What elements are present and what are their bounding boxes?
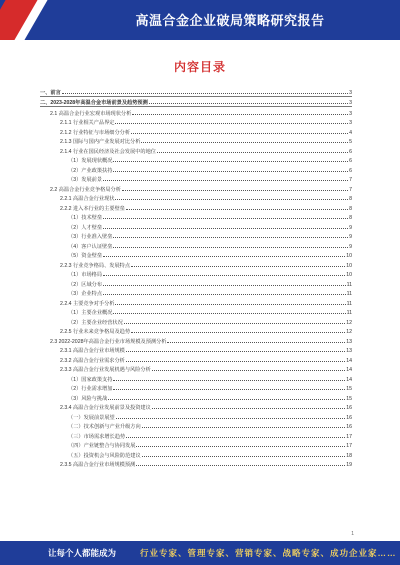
toc-entry-page: 6 <box>349 148 352 155</box>
toc-leader-dots <box>113 161 348 162</box>
toc-entry-page: 8 <box>349 196 352 202</box>
toc-leader-dots <box>113 237 348 238</box>
toc-entry-page: 17 <box>346 433 352 440</box>
toc-leader-dots <box>132 114 348 115</box>
toc-entry[interactable] <box>40 440 352 450</box>
toc-leader-dots <box>149 103 348 104</box>
toc-entry-page: 19 <box>346 462 352 468</box>
toc-entry-page: 8 <box>349 215 352 221</box>
toc-entry[interactable] <box>40 193 352 203</box>
toc-entry-page: 16 <box>346 405 352 411</box>
toc-leader-dots <box>131 332 345 333</box>
toc-entry-label: （3）风险与挑战 <box>68 395 108 402</box>
toc-entry-label: 2.3.2 高温合金行业需求分析 <box>60 357 125 364</box>
toc-entry-label: （2）行业需求增加 <box>68 386 113 392</box>
toc-entry[interactable] <box>40 86 352 97</box>
toc-leader-dots <box>103 228 348 229</box>
toc-entry[interactable] <box>40 430 352 440</box>
toc-entry[interactable] <box>40 354 352 364</box>
toc-entry-page: 9 <box>349 224 352 231</box>
toc-entry[interactable] <box>40 297 352 307</box>
toc-leader-dots <box>131 266 345 267</box>
toc-entry-page: 10 <box>346 272 352 278</box>
toc-entry[interactable] <box>40 202 352 212</box>
toc-entry[interactable] <box>40 155 352 165</box>
toc-entry[interactable] <box>40 402 352 412</box>
toc-entry-label: （2）产业政策扶持 <box>68 167 113 174</box>
toc-entry-label: 2.2.5 行业未来竞争格局及趋势 <box>60 329 131 335</box>
toc-entry[interactable] <box>40 107 352 117</box>
table-of-contents <box>40 86 352 468</box>
toc-leader-dots <box>115 199 348 200</box>
toc-entry-label: 2.3.3 高温合金行业发展机遇与风险分析 <box>60 367 151 373</box>
toc-entry-label: （三）市场需求增长趋势 <box>68 433 126 440</box>
toc-entry-page: 15 <box>346 395 352 402</box>
toc-entry[interactable] <box>40 136 352 146</box>
toc-entry[interactable] <box>40 326 352 336</box>
toc-entry[interactable] <box>40 259 352 269</box>
toc-entry-label: 2.1.3 国际与国内产业发展对比分析 <box>60 139 141 145</box>
toc-entry[interactable] <box>40 221 352 231</box>
toc-entry-label: 2.3.1 高温合金行业市场规模 <box>60 348 125 354</box>
toc-entry-page: 8 <box>349 205 352 212</box>
toc-entry-label: （1）国家政策支持 <box>68 376 113 383</box>
toc-entry-page: 3 <box>349 110 352 117</box>
toc-entry[interactable] <box>40 174 352 184</box>
toc-leader-dots <box>116 418 346 419</box>
toc-entry-label: （5）资金壁垒 <box>68 253 103 259</box>
toc-leader-dots <box>142 427 346 428</box>
toc-entry-page: 5 <box>349 139 352 145</box>
toc-entry-label: 2.2.2 进入本行业的主要壁垒 <box>60 205 125 212</box>
toc-entry[interactable] <box>40 364 352 374</box>
toc-entry-page: 16 <box>346 414 352 421</box>
toc-leader-dots <box>103 218 348 219</box>
toc-entry-label: （1）技术壁垒 <box>68 215 103 221</box>
toc-leader-dots <box>136 465 345 466</box>
toc-entry[interactable] <box>40 212 352 222</box>
toc-entry-page: 3 <box>349 89 352 96</box>
footer-tagline: 行业专家、管理专家、营销专家、战略专家、成功企业家…… <box>140 548 397 558</box>
toc-leader-dots <box>103 294 346 295</box>
toc-leader-dots <box>113 380 345 381</box>
toc-entry-label: 2.2.1 高温合金行业现状 <box>60 196 115 202</box>
toc-entry[interactable] <box>40 231 352 241</box>
toc-entry-label: 2.1.2 行业特征与市场细分分析 <box>60 129 131 136</box>
toc-entry[interactable] <box>40 449 352 459</box>
toc-leader-dots <box>103 256 345 257</box>
toc-leader-dots <box>103 180 348 181</box>
toc-entry-page: 14 <box>346 376 352 383</box>
toc-leader-dots <box>108 399 345 400</box>
toc-entry-label: （2）人才壁垒 <box>68 224 103 231</box>
toc-entry-label: 2.3.4 高温合金行业发展前景及投资建议 <box>60 405 151 411</box>
toc-leader-dots <box>113 171 348 172</box>
toc-entry-label: 2.1.4 行业在国民经济及社会发展中的地位 <box>60 148 156 155</box>
toc-entry[interactable] <box>40 421 352 431</box>
toc-entry-label: 2.1.1 行业相关产品界定 <box>60 120 115 126</box>
toc-entry-page: 3 <box>349 120 352 126</box>
toc-leader-dots <box>113 313 345 314</box>
toc-entry[interactable] <box>40 307 352 317</box>
toc-leader-dots <box>113 389 345 390</box>
toc-leader-dots <box>124 323 345 324</box>
toc-entry[interactable] <box>40 373 352 383</box>
toc-leader-dots <box>157 152 348 153</box>
toc-entry-label: 二、2023-2028年高温合金市场前景及趋势预测 <box>40 100 148 106</box>
toc-leader-dots <box>141 142 348 143</box>
toc-entry[interactable] <box>40 97 352 108</box>
toc-entry[interactable] <box>40 164 352 174</box>
toc-entry-label: （1）市场格局 <box>68 272 103 278</box>
toc-entry-label: 2.2.4 主要竞争对手分析 <box>60 300 115 307</box>
toc-entry-label: （四）产业链整合与协同发展 <box>68 443 136 449</box>
report-title: 高温合金企业破局策略研究报告 <box>135 13 325 28</box>
toc-entry-page: 3 <box>349 100 352 106</box>
toc-entry-page: 11 <box>346 291 352 297</box>
toc-entry-label: （3）企业特点 <box>68 291 103 297</box>
toc-entry-label: 一、前言 <box>40 89 61 96</box>
header-banner <box>0 0 400 40</box>
toc-entry-label: （2）主要企业经营状况 <box>68 319 123 326</box>
toc-entry[interactable] <box>40 383 352 393</box>
toc-entry-page: 12 <box>346 319 352 326</box>
toc-entry-page: 11 <box>346 281 352 288</box>
toc-entry-page: 13 <box>346 348 352 354</box>
toc-leader-dots <box>103 285 346 286</box>
toc-leader-dots <box>103 275 345 276</box>
toc-entry-label: 2.2.3 行业竞争格局、发展特点 <box>60 262 131 269</box>
toc-entry-label: （二）技术创新与产业升级方向 <box>68 424 141 430</box>
toc-entry-label: （1）主要企业概况 <box>68 310 113 316</box>
toc-leader-dots <box>152 370 345 371</box>
toc-entry-label: （1）发展现状概况 <box>68 158 113 164</box>
toc-entry-page: 11 <box>346 300 352 307</box>
toc-entry-label: 2.3 2022-2028年高温合金行业市场规模及预测分析 <box>50 338 167 345</box>
toc-entry-label: （4）客户认证壁垒 <box>68 243 113 250</box>
toc-entry-label: 2.2 高温合金行业竞争格局分析 <box>50 186 121 193</box>
toc-entry-label: （3）行业准入壁垒 <box>68 234 113 240</box>
toc-entry-page: 15 <box>346 386 352 392</box>
toc-entry-page: 13 <box>346 338 352 345</box>
toc-entry-page: 7 <box>349 177 352 183</box>
toc-leader-dots <box>126 437 345 438</box>
toc-entry[interactable] <box>40 459 352 469</box>
toc-leader-dots <box>122 190 348 191</box>
toc-leader-dots <box>115 304 345 305</box>
toc-entry-label: （五）投资机会与风险防范建议 <box>68 452 141 459</box>
toc-entry[interactable] <box>40 269 352 279</box>
footer-slogan: 让每个人都能成为 <box>48 548 117 558</box>
toc-entry[interactable] <box>40 183 352 193</box>
toc-entry-page: 6 <box>349 158 352 164</box>
toc-entry[interactable] <box>40 145 352 155</box>
toc-entry-page: 16 <box>346 424 352 430</box>
toc-entry-page: 10 <box>346 253 352 259</box>
toc-leader-dots <box>126 209 348 210</box>
toc-entry[interactable] <box>40 288 352 298</box>
toc-entry-page: 9 <box>349 234 352 240</box>
toc-entry-page: 6 <box>349 167 352 174</box>
footer-banner <box>0 541 400 565</box>
toc-entry[interactable] <box>40 316 352 326</box>
toc-leader-dots <box>62 93 348 94</box>
toc-entry-label: （3）发展前景 <box>68 177 103 183</box>
toc-entry-page: 9 <box>349 243 352 250</box>
toc-leader-dots <box>142 456 346 457</box>
toc-entry-label: （2）区域分布 <box>68 281 103 288</box>
toc-entry[interactable] <box>40 411 352 421</box>
toc-leader-dots <box>152 408 345 409</box>
toc-entry-label: 2.3.5 高温合金行业市场规模预测 <box>60 462 136 468</box>
toc-entry[interactable] <box>40 126 352 136</box>
toc-leader-dots <box>113 247 348 248</box>
toc-leader-dots <box>167 342 345 343</box>
toc-entry-page: 4 <box>349 129 352 136</box>
toc-entry-label: （一）发展前景展望 <box>68 414 115 421</box>
toc-entry-page: 11 <box>346 310 352 316</box>
toc-entry[interactable] <box>40 117 352 127</box>
toc-entry[interactable] <box>40 240 352 250</box>
toc-entry[interactable] <box>40 345 352 355</box>
toc-leader-dots <box>136 446 345 447</box>
toc-entry-page: 18 <box>346 452 352 459</box>
toc-entry[interactable] <box>40 278 352 288</box>
toc-entry-label: 2.1 高温合金行业宏观市场现状分析 <box>50 110 132 117</box>
toc-leader-dots <box>126 351 345 352</box>
toc-leader-dots <box>131 133 348 134</box>
toc-entry-page: 10 <box>346 262 352 269</box>
toc-entry-page: 7 <box>349 186 352 193</box>
toc-entry[interactable] <box>40 250 352 260</box>
toc-title: 内容目录 <box>173 60 226 74</box>
toc-entry-page: 14 <box>346 357 352 364</box>
page-number: 1 <box>351 531 354 537</box>
toc-entry-page: 14 <box>346 367 352 373</box>
toc-entry-page: 17 <box>346 443 352 449</box>
toc-entry-page: 12 <box>346 329 352 335</box>
toc-leader-dots <box>115 123 348 124</box>
toc-entry[interactable] <box>40 392 352 402</box>
toc-leader-dots <box>126 361 345 362</box>
toc-entry[interactable] <box>40 335 352 345</box>
